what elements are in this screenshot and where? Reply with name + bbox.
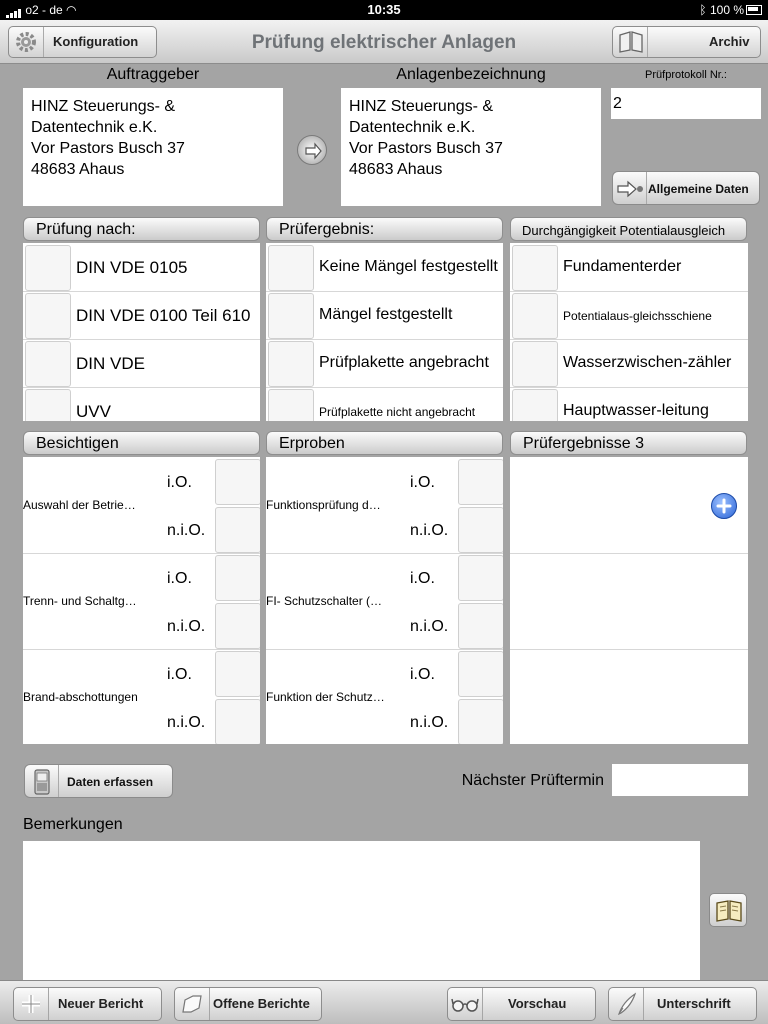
item-label: Brand-abschottungen [23, 690, 138, 704]
section-header-pruefergebnis: Prüfergebnis: [266, 217, 503, 241]
item-label: DIN VDE 0100 Teil 610 [76, 306, 251, 325]
copy-address-button[interactable] [297, 135, 327, 165]
folder-icon [175, 988, 210, 1020]
checkbox[interactable] [268, 341, 314, 387]
phone-icon [31, 769, 53, 795]
remarks-textarea[interactable] [23, 841, 700, 980]
item-label: Trenn- und Schaltg… [23, 594, 137, 608]
io-label: i.O. [410, 474, 435, 491]
io-checkbox[interactable] [215, 459, 260, 505]
nio-label: n.i.O. [167, 714, 206, 731]
next-test-date-label: Nächster Prüftermin [461, 772, 604, 789]
list-item[interactable] [266, 649, 503, 744]
general-data-button[interactable] [612, 171, 760, 205]
nio-checkbox[interactable] [215, 507, 260, 553]
section-header-besichtigen: Besichtigen [23, 431, 260, 455]
pruefergebnis-list [266, 243, 503, 421]
item-label: Hauptwasser-leitung [563, 402, 709, 419]
list-item[interactable] [266, 457, 503, 554]
client-address-line: Vor Pastors Busch 37 [31, 140, 185, 157]
io-label: i.O. [167, 666, 192, 683]
list-item[interactable] [266, 243, 503, 292]
checkbox[interactable] [268, 245, 314, 291]
item-label: Prüfplakette angebracht [319, 354, 489, 371]
item-label: DIN VDE [76, 354, 145, 373]
client-address-line: Datentechnik e.K. [31, 119, 158, 136]
nio-checkbox[interactable] [458, 603, 503, 649]
list-item[interactable] [23, 457, 260, 554]
checkbox[interactable] [512, 389, 558, 421]
connector-icon [616, 180, 646, 198]
nio-checkbox[interactable] [458, 507, 503, 553]
add-button[interactable] [711, 493, 737, 519]
checkbox[interactable] [512, 341, 558, 387]
arrow-right-icon [298, 136, 328, 166]
list-item[interactable] [510, 387, 748, 421]
checkbox[interactable] [268, 389, 314, 421]
io-checkbox[interactable] [458, 651, 503, 697]
nio-checkbox[interactable] [215, 603, 260, 649]
besichtigen-list [23, 457, 260, 744]
list-item [510, 649, 748, 744]
client-address-line: 48683 Ahaus [31, 161, 125, 178]
nio-checkbox[interactable] [215, 699, 260, 744]
new-report-label: Neuer Bericht [58, 996, 144, 1011]
checkbox[interactable] [512, 293, 558, 339]
nio-checkbox[interactable] [458, 699, 503, 744]
book-icon [715, 900, 743, 922]
protocol-number-field[interactable]: 2 [611, 88, 761, 119]
open-reports-button[interactable] [174, 987, 322, 1021]
checkbox[interactable] [25, 389, 71, 421]
item-label: Funktionsprüfung d… [266, 498, 381, 512]
list-item [510, 457, 748, 554]
battery-label: ᛒ 100 % [699, 3, 744, 17]
general-data-label: Allgemeine Daten [648, 182, 749, 196]
list-item[interactable] [266, 339, 503, 388]
list-item[interactable] [23, 649, 260, 744]
installation-address-line: HINZ Steuerungs- & [349, 98, 494, 115]
section-header-pruefergebnisse-3: Prüfergebnisse 3 [510, 431, 747, 455]
installation-address-line: 48683 Ahaus [349, 161, 443, 178]
item-label: FI- Schutzschalter (… [266, 594, 383, 608]
list-item[interactable] [510, 291, 748, 340]
list-item[interactable] [510, 243, 748, 292]
glasses-icon [448, 988, 483, 1020]
installation-label: Anlagenbezeichnung [396, 66, 546, 83]
plus-icon [712, 494, 736, 518]
signature-label: Unterschrift [657, 996, 731, 1011]
pen-icon [609, 988, 644, 1020]
preview-label: Vorschau [508, 996, 567, 1011]
bottom-toolbar [0, 980, 768, 1024]
preview-button[interactable] [447, 987, 596, 1021]
remarks-label: Bemerkungen [23, 816, 123, 833]
checkbox[interactable] [25, 245, 71, 291]
io-checkbox[interactable] [458, 459, 503, 505]
item-label: Keine Mängel festgestellt [319, 258, 498, 275]
carrier-label: o2 - de [25, 3, 63, 17]
io-label: i.O. [410, 570, 435, 587]
installation-address-field[interactable] [341, 88, 601, 206]
io-label: i.O. [167, 570, 192, 587]
item-label: Wasserzwischen-zähler [563, 354, 732, 371]
text-blocks-button[interactable] [709, 893, 747, 927]
plus-icon [14, 988, 49, 1020]
item-label: Prüfplakette nicht angebracht [319, 405, 476, 419]
item-label: Funktion der Schutz… [266, 690, 385, 704]
checkbox[interactable] [512, 245, 558, 291]
protocol-label: Prüfprotokoll Nr.: [645, 69, 727, 81]
list-item[interactable] [510, 339, 748, 388]
pruefergebnisse-3-list [510, 457, 748, 744]
client-label: Auftraggeber [106, 66, 200, 83]
list-item[interactable] [23, 553, 260, 650]
archive-button[interactable] [612, 26, 761, 58]
data-capture-button[interactable] [24, 764, 173, 798]
item-label: Fundamenterder [563, 258, 682, 275]
open-reports-label: Offene Berichte [213, 996, 310, 1011]
status-bar [0, 0, 768, 20]
client-address-field[interactable] [23, 88, 283, 206]
erproben-list [266, 457, 503, 744]
item-label: Auswahl der Betrie… [23, 498, 136, 512]
nio-label: n.i.O. [167, 618, 206, 635]
battery-icon [746, 5, 762, 15]
installation-address-line: Vor Pastors Busch 37 [349, 140, 503, 157]
wifi-icon: ◠ [66, 3, 77, 17]
nio-label: n.i.O. [410, 714, 449, 731]
configuration-label: Konfiguration [53, 34, 139, 49]
io-checkbox[interactable] [458, 555, 503, 601]
io-label: i.O. [167, 474, 192, 491]
archive-label: Archiv [709, 34, 750, 49]
signature-button[interactable] [608, 987, 757, 1021]
next-test-date-field[interactable] [612, 764, 748, 796]
item-label: DIN VDE 0105 [76, 258, 188, 277]
list-item [510, 553, 748, 650]
list-item[interactable] [23, 387, 260, 421]
list-item[interactable] [23, 243, 260, 292]
section-header-potentialausgleich: Durchgängigkeit Potentialausgleich [510, 217, 747, 241]
item-label: Mängel festgestellt [319, 306, 453, 323]
new-report-button[interactable] [13, 987, 162, 1021]
page-title: Prüfung elektrischer Anlagen [251, 32, 517, 53]
nav-bar [0, 20, 768, 64]
item-label: UVV [76, 402, 111, 421]
checkbox[interactable] [25, 293, 71, 339]
potentialausgleich-list [510, 243, 748, 421]
clock: 10:35 [367, 2, 401, 17]
book-icon [618, 31, 644, 53]
io-checkbox[interactable] [215, 651, 260, 697]
client-address-line: HINZ Steuerungs- & [31, 98, 176, 115]
list-item[interactable] [266, 291, 503, 340]
list-item[interactable] [266, 387, 503, 421]
installation-address-line: Datentechnik e.K. [349, 119, 476, 136]
checkbox[interactable] [268, 293, 314, 339]
list-item[interactable] [23, 339, 260, 388]
section-header-pruefung-nach: Prüfung nach: [23, 217, 260, 241]
nio-label: n.i.O. [167, 522, 206, 539]
list-item[interactable] [23, 291, 260, 340]
io-checkbox[interactable] [215, 555, 260, 601]
data-capture-label: Daten erfassen [67, 775, 154, 789]
io-label: i.O. [410, 666, 435, 683]
list-item[interactable] [266, 553, 503, 650]
bluetooth-icon: ᛒ [699, 3, 710, 17]
section-header-erproben: Erproben [266, 431, 503, 455]
item-label: Potentialaus-gleichsschiene [563, 309, 712, 323]
nio-label: n.i.O. [410, 522, 449, 539]
nio-label: n.i.O. [410, 618, 449, 635]
checkbox[interactable] [25, 341, 71, 387]
pruefung-nach-list [23, 243, 260, 421]
